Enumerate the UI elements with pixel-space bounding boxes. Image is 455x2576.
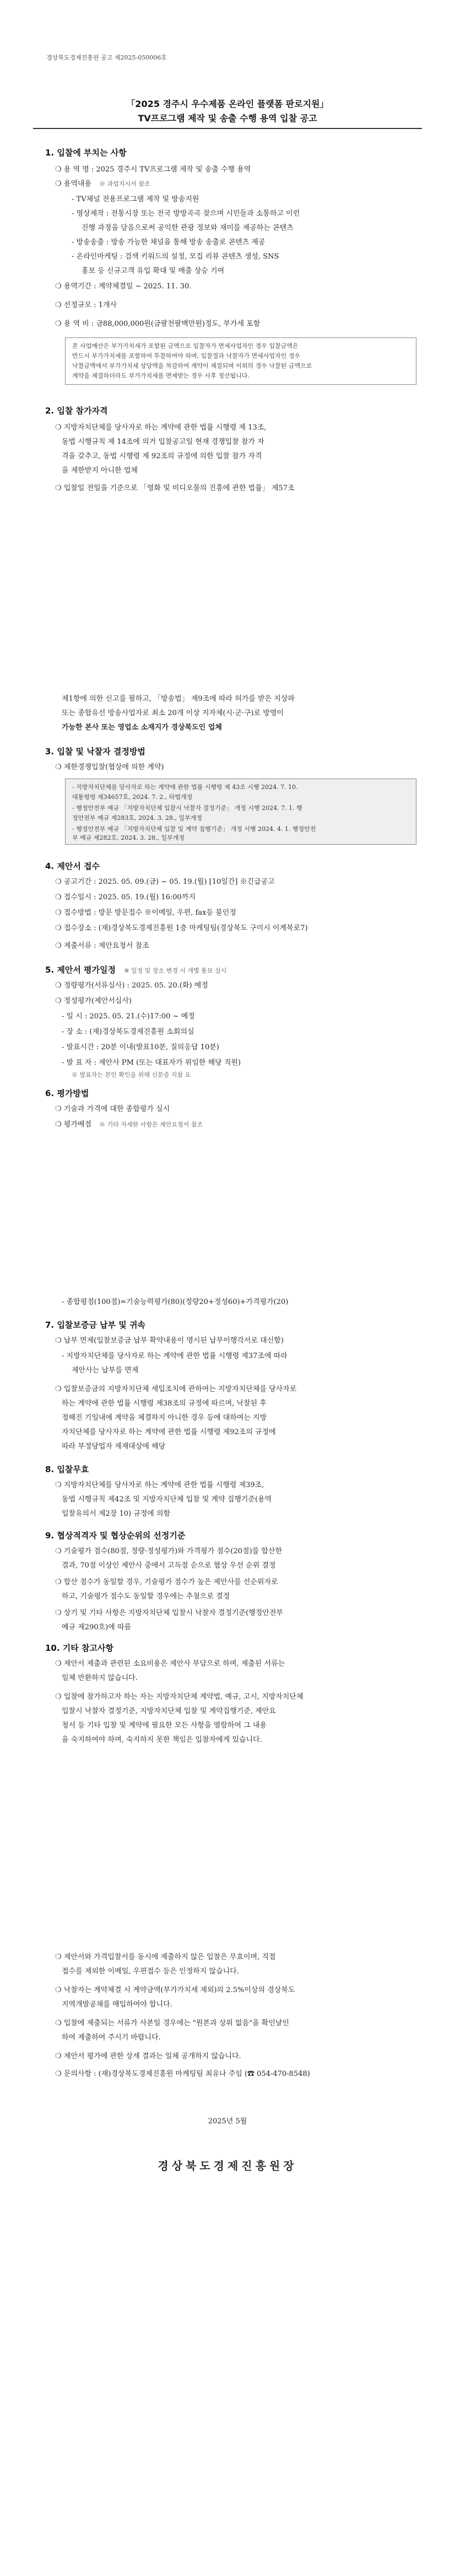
section-6-heading: 6. 평가방법 — [45, 1088, 89, 1098]
section-8-heading: 8. 입찰무효 — [45, 1464, 89, 1474]
text-span: ❍ 용역내용 — [55, 180, 92, 188]
text-line: ❍ 납부 면제(입찰보증금 납부 확약내용이 명시된 납부이행각서로 대신함) — [55, 1337, 284, 1345]
text-line: 일체 반환하지 않습니다. — [62, 1674, 138, 1682]
text-line: ❍ 제안서 제출과 관련된 소요비용은 제안사 부담으로 하며, 제출된 서류는 — [55, 1660, 285, 1668]
text-line: ❍ 선정규모 : 1개사 — [55, 301, 117, 309]
text-line: ❍ 접수일시 : 2025. 05. 19.(월) 16:00까지 — [55, 893, 196, 901]
section-5-heading — [45, 964, 226, 975]
text-line: 지역개발공채를 매입하여야 합니다. — [62, 2000, 172, 2009]
text-line: - 온라인마케팅 : 검색 키워드의 설정, 모집 리뷰 콘텐츠 생성, SNS — [72, 253, 279, 261]
text-line: 제안사는 납부를 면제 — [72, 1366, 139, 1375]
text-line: ❍ 입찰일 전일을 기준으로 「영화 및 비디오물의 진흥에 관한 법률」 제57조 — [55, 484, 295, 492]
text-line: ❍ 지방자치단체를 당사자로 하는 계약에 관한 법률 시행령 제 13조, — [55, 423, 267, 432]
note-text: ※ 기타 자세한 사항은 제안요청서 참조 — [99, 1121, 203, 1128]
box-line: - 행정안전부 예규 「지방자치단체 입찰 및 계약 집행기준」 개정 시행 2024. 4. 1. 행정안전 — [72, 825, 316, 833]
text-line: 입찰시 낙찰자 결정기준, 지방자치단체 입찰 및 계약집행기준, 제안요 — [62, 1707, 276, 1715]
text-line: 접수를 제외한 이메일, 우편접수 등은 인정하지 않습니다. — [62, 1967, 239, 1976]
regulation-box — [65, 779, 416, 845]
text-line: 하고, 기술평가 점수도 동일할 경우에는 추첨으로 결정 — [62, 1592, 230, 1601]
text-line: - 장 소 : (재)경상북도경제진흥원 소회의실 — [62, 1028, 194, 1036]
box-line: 대통령령 제34657호, 2024. 7. 2., 타법개정 — [72, 793, 193, 801]
text-line: 하는 계약에 관한 법률 시행령 제38조의 규정에 따르며, 낙찰된 후 — [62, 1399, 267, 1408]
note-text: ※ 일정 및 장소 변경 시 개별 통보 실시 — [124, 967, 227, 974]
text-line: ❍ 낙찰자는 계약체결 시 계약금액(부가가치세 제외)의 2.5%이상의 경상북도 — [55, 1986, 295, 1994]
announcement-date: 2025년 5월 — [208, 2117, 247, 2126]
text-line: 동법 시행규칙 제 14조에 의거 입찰공고일 현재 경쟁입찰 참가 자 — [62, 438, 264, 446]
text-line: - 종합평점(100점)=기술능력평가(80)(정량20+정성60)+가격평가(20) — [62, 1298, 289, 1306]
text-line: ❍ 용역기간 : 계약체결일 ~ 2025. 11. 30. — [55, 282, 192, 291]
section-9-heading: 9. 협상적격자 및 협상순위의 선정기준 — [45, 1531, 186, 1541]
text-line: 격을 갖추고, 동법 시행령 제 92조의 규정에 의한 입찰 참가 자격 — [62, 452, 262, 460]
box-line: - 지방자치단체를 당사자로 하는 계약에 관한 법률 시행령 제 43조 시행 2024. 7. 10. — [72, 783, 298, 791]
box-line: 정안전부 예규 제283호, 2024. 3. 28., 일부개정 — [72, 814, 202, 822]
box-line: 본 사업예산은 부가가치세가 포함된 금액으로 입찰자가 면세사업자인 경우 입찰금액은 — [72, 342, 299, 350]
text-line: 청서 등 기타 입찰 및 계약에 필요한 모든 사항을 열람하여 그 내용 — [62, 1721, 267, 1730]
text-line: - 방송송출 : 방송 가능한 채널을 통해 방송 송출로 콘텐츠 제공 — [72, 238, 266, 246]
text-line: ❍ 상기 및 기타 사항은 지방자치단체 입찰시 낙찰자 결정기준(행정안전부 — [55, 1609, 283, 1617]
text-line: ❍ 접수장소 : (재)경상북도경제진흥원 1층 마케팅팀(경상북도 구미시 이계북로7) — [55, 924, 308, 932]
text-line: 동법 시행규칙 제42조 및 지방자치단체 입찰 및 계약 집행기준(용역 — [62, 1495, 272, 1504]
text-line: ❍ 용 역 명 : 2025 경주시 TV프로그램 제작 및 송출 수행 용역 — [55, 165, 251, 174]
text-line: ❍ 제안서와 가격입찰서를 동시에 제출하지 않은 입찰은 무효이며, 직접 — [55, 1953, 276, 1961]
text-line: 홍보 등 신규고객 유입 확대 및 매출 상승 기여 — [82, 267, 225, 275]
text-line: ❍ 제출서류 : 제안요청서 참조 — [55, 942, 149, 950]
text-line: ❍ 공고기간 : 2025. 05. 09.(금) ~ 05. 19.(월) [10일간] ※긴급공고 — [55, 878, 275, 886]
note-text: ※ 과업지시서 참조 — [99, 180, 150, 187]
text-line: 따라 부정당업자 제재대상에 해당 — [62, 1442, 166, 1451]
section-4-heading: 4. 제안서 접수 — [45, 861, 100, 871]
text-line: 입찰유의서 제2장 10) 규정에 의함 — [62, 1510, 171, 1518]
text-line: ❍ 용 역 비 : 금88,000,000원(금팔천팔백만원)정도, 부가세 포함 — [55, 320, 261, 328]
text-line: 자치단체를 당사자로 하는 계약에 관한 법률 시행령 제92조의 규정에 — [62, 1428, 276, 1436]
text-line: - 발 표 자 : 제안사 PM (또는 대표자가 위임한 해당 직원) — [62, 1059, 241, 1067]
text-line: 제1항에 의한 신고를 필하고, 「방송법」 제9조에 따라 허가를 받은 지상파 — [62, 695, 295, 703]
text-line: ❍ 기술평가 점수(80점, 정량·정성평가)와 가격평가 점수(20점)를 합산한 — [55, 1547, 283, 1555]
announcement-number: 경상북도경제진흥원 공고 제2025-050006호 — [46, 54, 167, 61]
text-line: 예규 제290호)에 따름 — [62, 1623, 132, 1632]
text-line: 진행 과정을 담음으로써 공익한 관광 정보와 재미를 제공하는 콘텐츠 — [82, 224, 294, 232]
text-line: ❍ 기술과 가격에 대한 종합평가 실시 — [55, 1105, 170, 1113]
text-line: - 영상제작 : 전통시장 또는 전국 방방곡곡 찾으며 시민들과 소통하고 이런 — [72, 210, 300, 218]
text-line: ❍ 제안서 평가에 관한 상세 결과는 일체 공개하지 않습니다. — [55, 2052, 241, 2060]
heading-text: 5. 제안서 평가일정 — [45, 965, 116, 975]
section-1-heading: 1. 입찰에 부치는 사항 — [45, 148, 127, 158]
text-line: - 지방자치단체를 당사자로 하는 계약에 관한 법률 시행령 제37조에 따라 — [62, 1352, 288, 1360]
title-rule — [33, 128, 422, 129]
section-10-heading: 10. 기타 참고사항 — [45, 1643, 113, 1653]
box-line: 낙찰금액에서 부가가치세 상당액을 차감하여 계약이 체결되며 이외의 경우 낙찰된 금액으로 — [72, 362, 312, 369]
text-line: 가능한 본사 또는 영업소 소재지가 경상북도인 업체 — [62, 723, 222, 732]
section-3-heading: 3. 입찰 및 낙찰자 결정방법 — [45, 747, 145, 756]
text-line: ❍ 입찰에 참가하고자 하는 자는 지방자치단체 계약법, 예규, 고시, 지방자치단체 — [55, 1693, 304, 1701]
text-line — [55, 1119, 413, 1130]
text-line: 을 숙지하여야 하며, 숙지하지 못한 책임은 입찰자에게 있습니다. — [62, 1736, 262, 1744]
box-line: 계약을 체결하더라도 부가가치세를 면제받는 경우 사후 정산됩니다. — [72, 372, 250, 379]
text-line: 하여 제출하여 주시기 바랍니다. — [62, 2033, 161, 2042]
box-line: 반드시 부가가치세를 포함하여 투찰하여야 하며, 입찰결과 낙찰자가 면세사업자인 경우 — [72, 352, 301, 359]
text-line: - 일 시 : 2025. 05. 21.(수)17:00 ~ 예정 — [62, 1012, 195, 1021]
text-line: 을 제한받지 아니한 업체 — [62, 466, 138, 475]
text-line: 정해진 기일내에 계약을 체결하지 아니한 경우 등에 대하여는 지방 — [62, 1414, 267, 1422]
issuer-signature: 경상북도경제진흥원장 — [158, 2159, 297, 2172]
text-span: ❍ 평가배점 — [55, 1120, 92, 1129]
text-line: ❍ 정성평가(제안서심사) — [55, 997, 132, 1005]
section-2-heading: 2. 입찰 참가자격 — [45, 406, 108, 416]
title-line-1: 「2025 경주시 우수제품 온라인 플랫폼 판로지원」 — [126, 99, 329, 109]
text-line — [55, 179, 413, 190]
text-line: ❍ 입찰보증금의 지방자치단체 세입조치에 관하여는 지방자치단체를 당사자로 — [55, 1385, 297, 1393]
text-line: ❍ 문의사항 : (재)경상북도경제진흥원 마케팅팀 최유나 주임 (☎ 054-470-8548) — [55, 2070, 310, 2078]
text-line: ❍ 제한경쟁입찰(협상에 의한 계약) — [55, 763, 164, 771]
text-line: ❍ 지방자치단체를 당사자로 하는 계약에 관한 법률 시행령 제39조, — [55, 1481, 264, 1489]
section-7-heading: 7. 입찰보증금 납부 및 귀속 — [45, 1320, 145, 1330]
text-line: 결과, 70점 이상인 제안사 중에서 고득점 순으로 협상 우선 순위 결정 — [62, 1561, 276, 1570]
page-title: TV프로그램 제작 및 송출 수행 용역 입찰 공고 — [138, 113, 317, 124]
box-line: - 행정안전부 예규 「지방자치단체 입찰시 낙찰자 결정기준」 개정 시행 2024. 7. 1. 행 — [72, 804, 302, 812]
vat-notice-box — [65, 337, 416, 385]
text-line: - TV채널 전용프로그램 제작 및 방송지원 — [72, 195, 199, 203]
text-line: ❍ 입찰에 제출되는 서류가 사본일 경우에는 "원본과 상위 없음"을 확인날인 — [55, 2019, 289, 2027]
box-line: 부 예규 제282호, 2024. 3. 28., 일부개정 — [72, 834, 185, 841]
text-line: - 발표시간 : 20분 이내(발표10분, 질의응답 10분) — [62, 1043, 219, 1051]
text-line: ❍ 정량평가(서류심사) : 2025. 05. 20.(화) 예정 — [55, 981, 208, 990]
text-line: 또는 종합유선 방송사업자로 최소 20개 이상 지자체(시·군·구)로 방영이 — [62, 709, 284, 717]
text-line: ❍ 합산 점수가 동일할 경우, 기술평가 점수가 높은 제안사를 선순위자로 — [55, 1578, 278, 1586]
note-text: ※ 발표자는 본인 확인을 위해 신분증 지참 요 — [72, 1071, 191, 1078]
text-line: ❍ 접수방법 : 방문 방문접수 ※이메일, 우편, fax등 불인정 — [55, 909, 236, 917]
